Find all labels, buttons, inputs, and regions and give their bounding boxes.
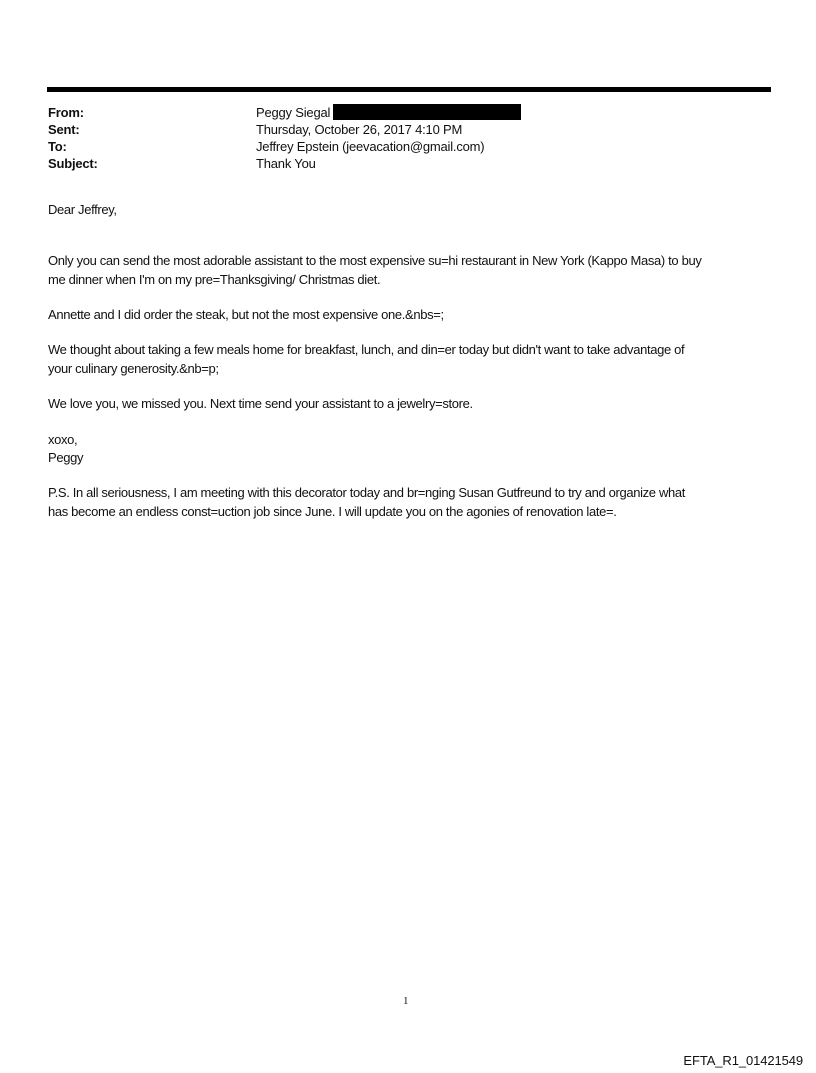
redaction-box	[333, 104, 521, 120]
paragraph-4: We love you, we missed you. Next time send your assistant to a jewelry=store.	[48, 396, 473, 411]
paragraph-3-line-1: We thought about taking a few meals home for breakfast, lunch, and din=er today but didn't want to take advantage of	[48, 342, 685, 357]
to-row	[48, 138, 485, 155]
paragraph-3-line-2: your culinary generosity.&nb=p;	[48, 361, 219, 376]
sent-label: Sent:	[48, 122, 80, 137]
postscript-line-2: has become an endless const=uction job since June. I will update you on the agonies of renovation late=.	[48, 504, 617, 519]
from-label: From:	[48, 105, 84, 120]
signoff: xoxo,	[48, 432, 78, 447]
sent-value: Thursday, October 26, 2017 4:10 PM	[256, 122, 463, 137]
sent-row	[48, 121, 463, 138]
header-rule	[47, 87, 771, 92]
subject-row	[48, 155, 316, 172]
greeting: Dear Jeffrey,	[48, 202, 117, 217]
from-value: Peggy Siegal	[256, 105, 331, 120]
to-value: Jeffrey Epstein (jeevacation@gmail.com)	[256, 139, 485, 154]
paragraph-1-line-1: Only you can send the most adorable assistant to the most expensive su=hi restaurant in New York (Kappo Masa) to buy	[48, 253, 702, 268]
signature: Peggy	[48, 450, 84, 465]
paragraph-2: Annette and I did order the steak, but not the most expensive one.&nbs=;	[48, 307, 444, 322]
page-number: 1	[403, 995, 409, 1007]
postscript-line-1: P.S. In all seriousness, I am meeting with this decorator today and br=nging Susan Gutfreund to try and organize what	[48, 485, 686, 500]
subject-value: Thank You	[256, 156, 316, 171]
to-label: To:	[48, 139, 67, 154]
subject-label: Subject:	[48, 156, 98, 171]
paragraph-1-line-2: me dinner when I'm on my pre=Thanksgiving/ Christmas diet.	[48, 272, 381, 287]
document-id: EFTA_R1_01421549	[683, 1053, 803, 1068]
from-row	[48, 104, 331, 121]
